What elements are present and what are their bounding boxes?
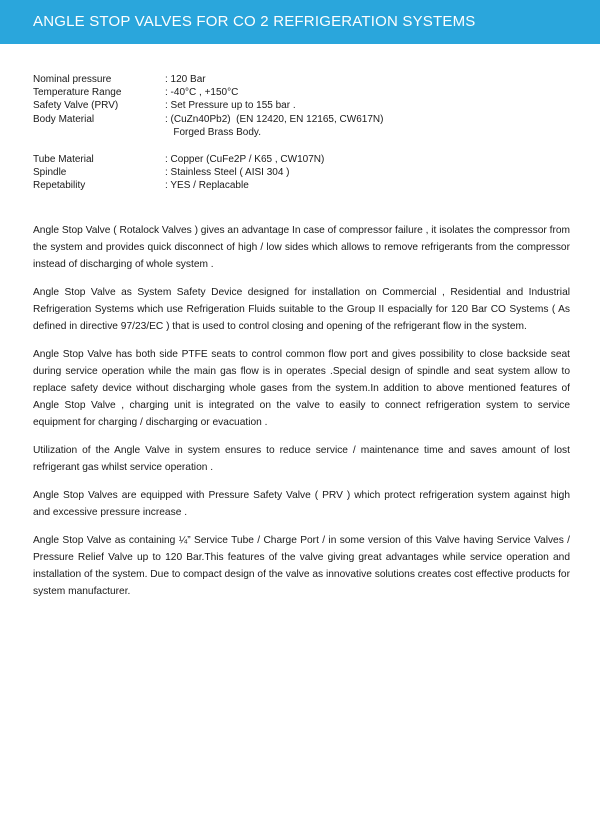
spec-row-tube-material [33,153,453,166]
spec-row-nominal-pressure [33,73,453,86]
paragraph: Angle Stop Valve ( Rotalock Valves ) gives an advantage In case of compressor failure , it isolates the compressor from the system and provides quick disconnect of high / low sides which allows to remove refrigerants from the compressor instead of discharging of whole system . [33,225,570,270]
spec-value: : 120 Bar [165,74,206,85]
spec-row-spindle [33,166,453,179]
spec-row-body-material [33,113,453,139]
spec-value: : Stainless Steel ( AISI 304 ) [165,167,290,179]
spec-label: Nominal pressure [33,74,112,85]
spec-value: : Copper (CuFe2P / K65 , CW107N) [165,154,325,166]
spec-value: : YES / Replacable [165,180,249,192]
spec-row-temperature-range [33,86,453,99]
page-title: ANGLE STOP VALVES FOR CO 2 REFRIGERATION SYSTEMS [33,13,476,30]
paragraph: Angle Stop Valve has both side PTFE seats to control common flow port and gives possibility to close backside seat during service operation while the main gas flow is in operates .Special design of spindle and seat system allow to replace safety device without discharging whole gases from the system.In addition to above mentioned features of Angle Stop Valve , charging unit is integrated on the valve to easily to connect refrigeration system to service equipment for charging / discharging or evacuation . [33,349,570,428]
spec-value: : -40°C , +150°C [165,87,239,99]
spec-label: Spindle [33,167,67,179]
paragraph: Angle Stop Valve as containing ¼” Service Tube / Charge Port / in some version of this Valve having Service Valves / Pressure Relief Valve up to 120 Bar.This features of the valve giving great advantages while service operation and installation of the system. Due to compact design of the valve as innovative solutions creates cost effective products for system manufacturer. [33,535,570,597]
spec-row-safety-valve [33,99,453,112]
spec-table [33,73,453,193]
spec-label: Safety Valve (PRV) [33,100,119,112]
spec-row-repetability [33,179,453,192]
header-bar [0,0,600,44]
paragraph: Angle Stop Valve as System Safety Device designed for installation on Commercial , Residential and Industrial Refrigeration Systems which use Refrigeration Fluids suitable to the Group II espacially for 120 Bar CO Systems ( As defined in directive 97/23/EC ) that is used to control closing and opening of the refrigerant flow in the system. [33,287,570,332]
spec-label: Tube Material [33,154,94,166]
description-body [33,222,570,611]
paragraph: Utilization of the Angle Valve in system ensures to reduce service / maintenance time and saves amount of lost refrigerant gas whilst service operation . [33,445,570,473]
spec-value: : Set Pressure up to 155 bar . [165,100,296,112]
spec-divider [33,139,453,153]
spec-label: Repetability [33,180,86,192]
spec-label: Body Material [33,113,95,125]
spec-label: Temperature Range [33,87,122,99]
spec-value: : (CuZn40Pb2) (EN 12420, EN 12165, CW617N) Forged Brass Body. [165,113,384,138]
paragraph: Angle Stop Valves are equipped with Pressure Safety Valve ( PRV ) which protect refrigeration system against high and excessive pressure increase . [33,490,570,518]
